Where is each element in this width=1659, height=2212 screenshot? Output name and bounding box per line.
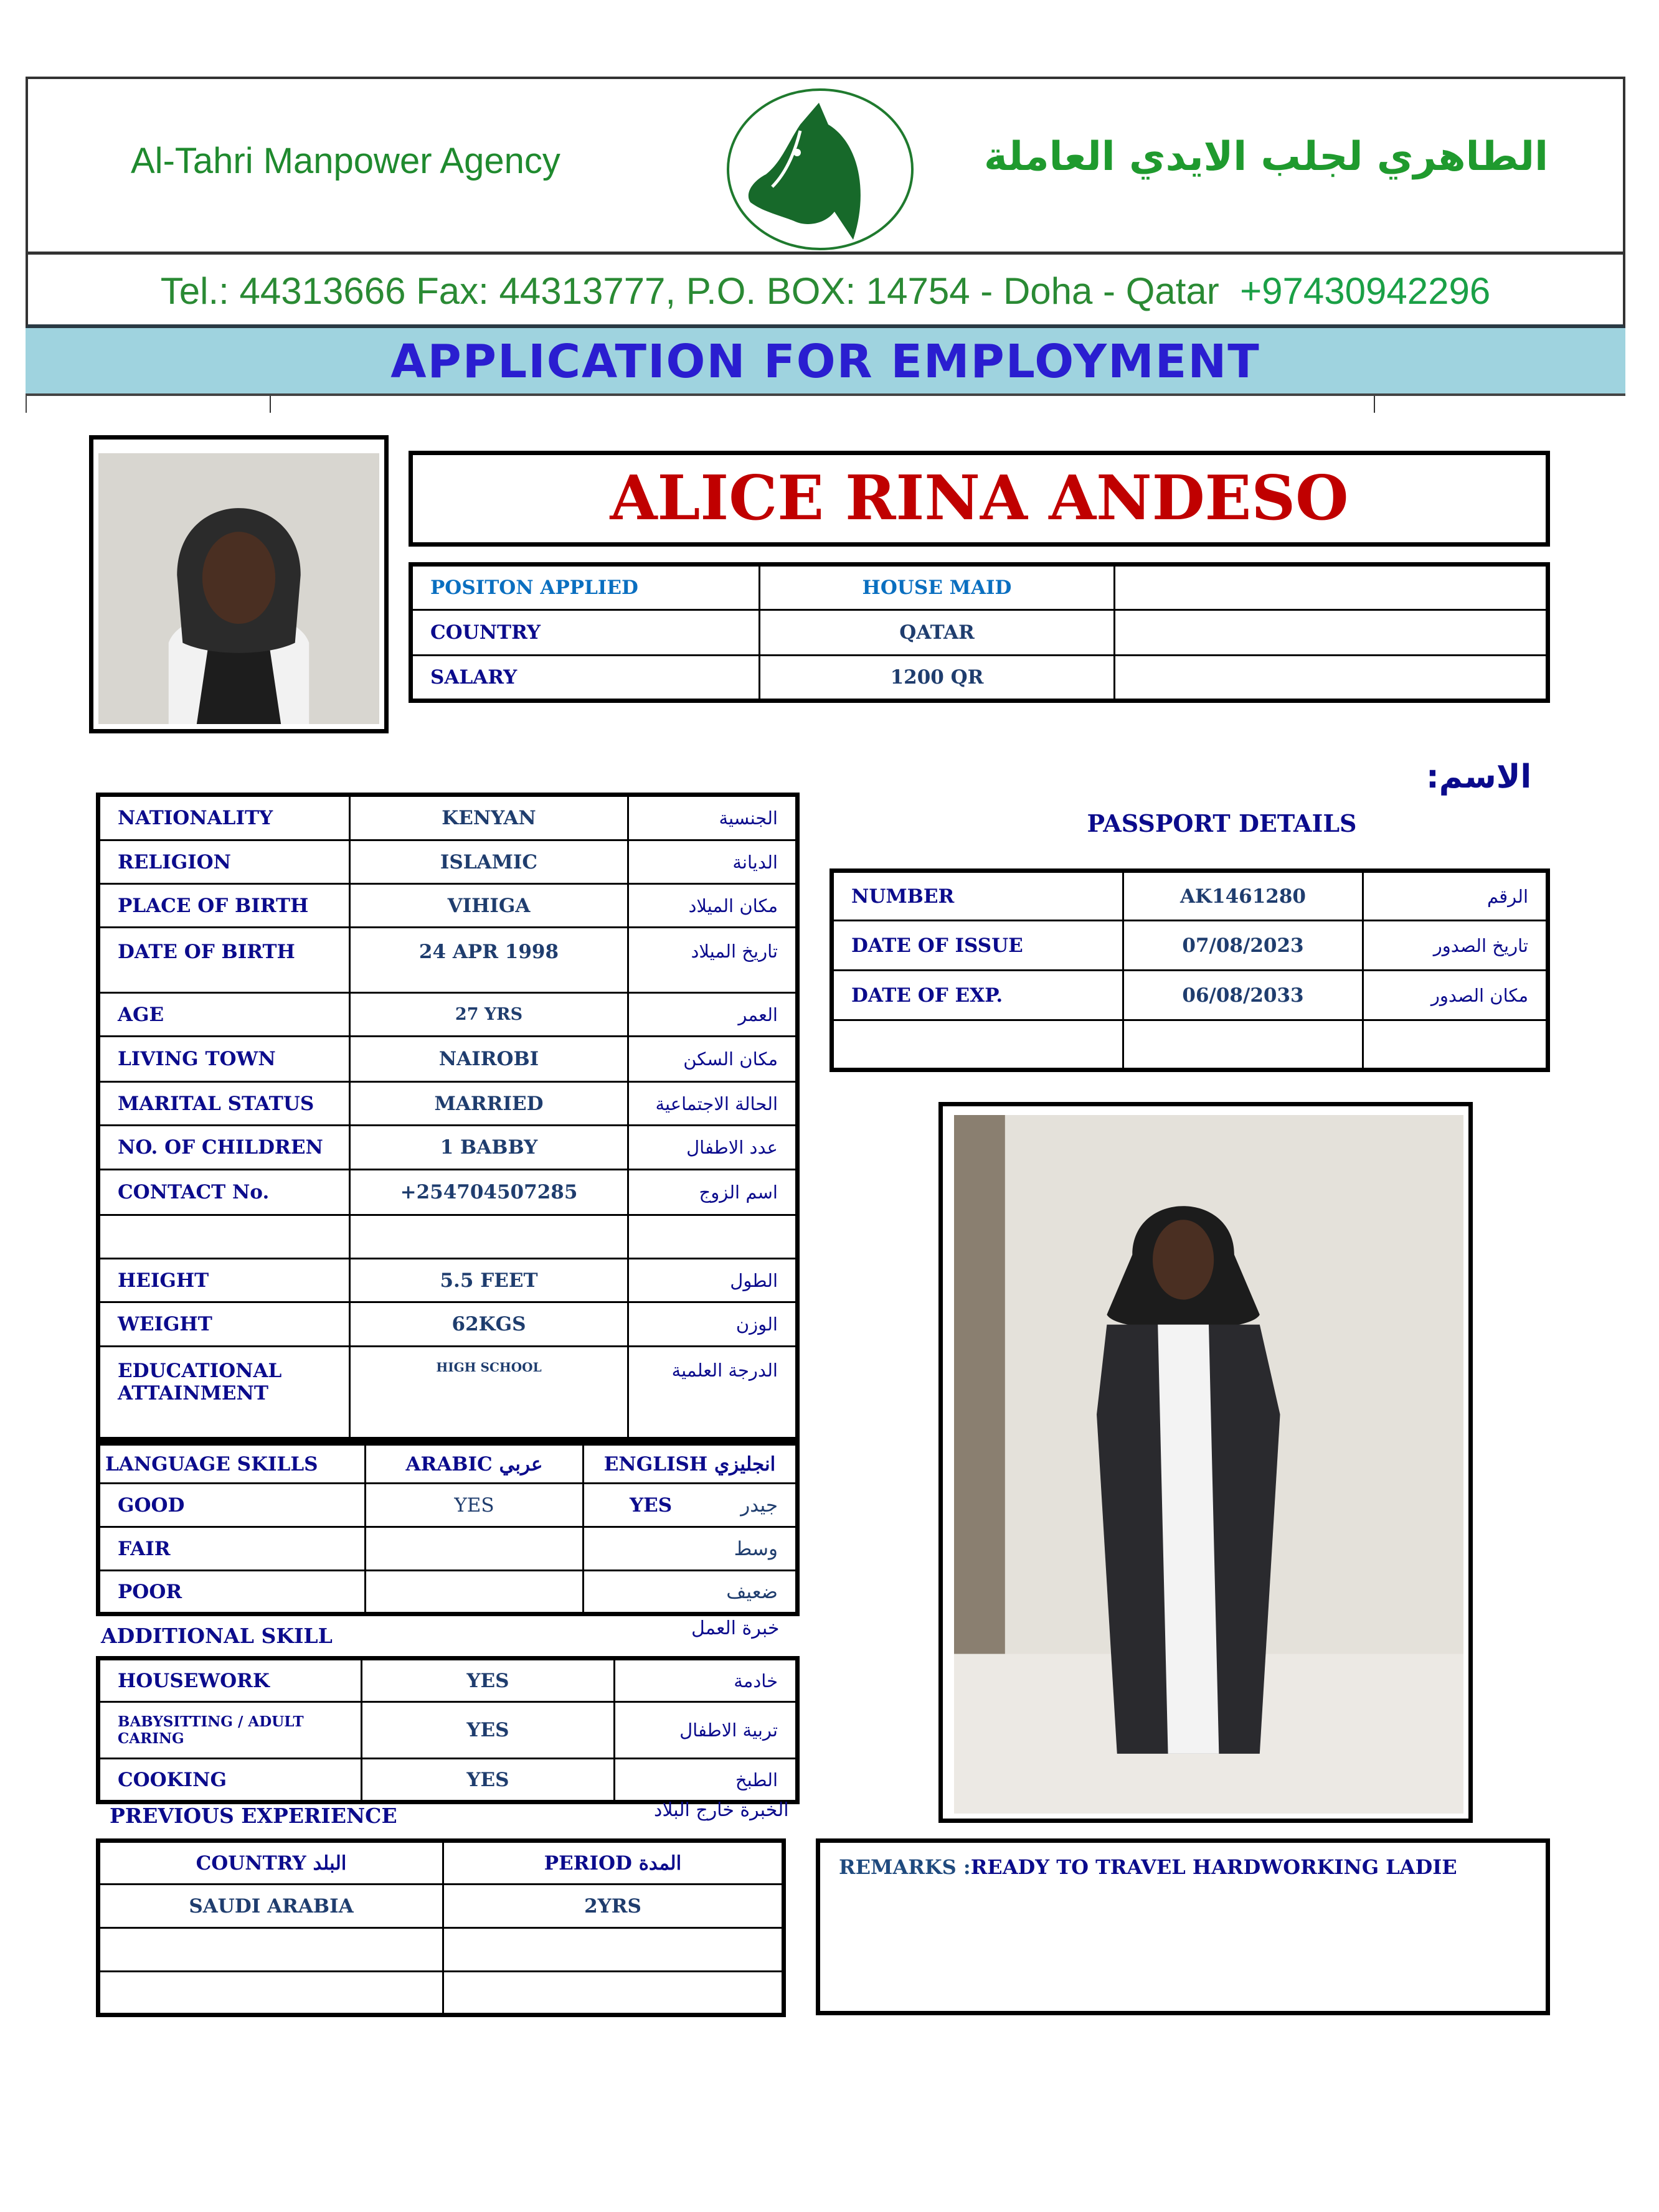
table-row — [832, 871, 1548, 921]
table-row — [832, 921, 1548, 971]
table-row — [98, 795, 798, 840]
field-label: DATE OF BIRTH — [98, 928, 350, 993]
english-value: YES — [630, 1494, 673, 1517]
table-row — [411, 565, 1548, 610]
mobile-number: +97430942296 — [1240, 270, 1491, 312]
previous-experience-title: PREVIOUS EXPERIENCE — [110, 1804, 397, 1828]
english-proficiency — [584, 1484, 798, 1527]
experience-period: 2YRS — [443, 1885, 784, 1928]
passport-label: NUMBER — [832, 871, 1123, 921]
passport-label: DATE OF ISSUE — [832, 921, 1123, 971]
table-row — [98, 1885, 784, 1928]
field-label-ar: الجنسية — [628, 795, 798, 840]
english-proficiency — [584, 1571, 798, 1614]
table-row — [411, 610, 1548, 656]
name-label-ar: الاسم: — [1426, 758, 1532, 796]
remarks-text: READY TO TRAVEL HARDWORKING LADIE — [970, 1855, 1457, 1879]
table-row — [98, 1972, 784, 2015]
arabic-proficiency — [366, 1527, 584, 1571]
additional-skill-title: ADDITIONAL SKILL — [101, 1624, 333, 1648]
position-value: HOUSE MAID — [760, 565, 1115, 610]
field-value: VIHIGA — [350, 884, 628, 928]
passport-label: DATE OF EXP. — [832, 971, 1123, 1020]
field-label: NATIONALITY — [98, 795, 350, 840]
skill-label-ar: الطبخ — [615, 1759, 798, 1802]
table-row — [98, 1259, 798, 1302]
passport-value — [1123, 1020, 1363, 1070]
language-arabic-header: ARABIC عربي — [366, 1444, 584, 1484]
table-row — [98, 1702, 798, 1759]
field-value: ISLAMIC — [350, 840, 628, 884]
field-label: EDUCATIONAL ATTAINMENT — [98, 1347, 350, 1439]
skill-value: YES — [362, 1659, 615, 1702]
proficiency-label: POOR — [98, 1571, 366, 1614]
field-value: 5.5 FEET — [350, 1259, 628, 1302]
field-label-ar: الديانة — [628, 840, 798, 884]
passport-value: AK1461280 — [1123, 871, 1363, 921]
field-label: WEIGHT — [98, 1302, 350, 1347]
skill-value: YES — [362, 1702, 615, 1759]
passport-label — [832, 1020, 1123, 1070]
position-extra — [1115, 656, 1548, 701]
table-row — [98, 884, 798, 928]
position-label: POSITON APPLIED — [411, 565, 760, 610]
field-value: +254704507285 — [350, 1170, 628, 1215]
arabic-proficiency — [366, 1571, 584, 1614]
horse-head-logo-icon — [726, 87, 915, 252]
field-value: NAIROBI — [350, 1037, 628, 1082]
table-row — [98, 840, 798, 884]
passport-value: 07/08/2023 — [1123, 921, 1363, 971]
table-row — [411, 656, 1548, 701]
proficiency-label: GOOD — [98, 1484, 366, 1527]
language-skills-table — [96, 1441, 800, 1616]
skill-label-ar: تربية الاطفال — [615, 1702, 798, 1759]
proficiency-label-ar: وسط — [734, 1537, 778, 1560]
form-title: APPLICATION FOR EMPLOYMENT — [26, 328, 1625, 396]
field-value: KENYAN — [350, 795, 628, 840]
skill-value: YES — [362, 1759, 615, 1802]
field-label-ar: الطول — [628, 1259, 798, 1302]
proficiency-label-ar: ضعيف — [726, 1580, 778, 1603]
passport-title: PASSPORT DETAILS — [1087, 809, 1357, 837]
field-value: 24 APR 1998 — [350, 928, 628, 993]
table-row — [98, 1841, 784, 1885]
table-row — [98, 1170, 798, 1215]
contact-line — [26, 255, 1625, 328]
personal-details-table — [96, 793, 800, 1441]
language-header: LANGUAGE SKILLS — [98, 1444, 366, 1484]
field-value: MARRIED — [350, 1082, 628, 1126]
field-label-ar: اسم الزوج — [628, 1170, 798, 1215]
experience-table — [96, 1838, 786, 2017]
passport-label-ar: مكان الصدور — [1363, 971, 1548, 1020]
field-value: HIGH SCHOOL — [350, 1347, 628, 1439]
cropped-row — [26, 396, 1625, 413]
contact-details: Tel.: 44313666 Fax: 44313777, P.O. BOX: 14754 - Doha - Qatar — [160, 270, 1219, 312]
field-label-ar: العمر — [628, 993, 798, 1037]
position-label: SALARY — [411, 656, 760, 701]
field-label: MARITAL STATUS — [98, 1082, 350, 1126]
field-value: 27 YRS — [350, 993, 628, 1037]
table-row — [98, 1215, 798, 1259]
passport-label-ar — [1363, 1020, 1548, 1070]
field-label: PLACE OF BIRTH — [98, 884, 350, 928]
skill-label: BABYSITTING / ADULT CARING — [98, 1702, 362, 1759]
table-row — [98, 1302, 798, 1347]
table-row — [98, 1759, 798, 1802]
remarks-label: REMARKS : — [839, 1855, 971, 1879]
field-value: 1 BABBY — [350, 1126, 628, 1170]
table-row — [98, 1659, 798, 1702]
field-label-ar: الوزن — [628, 1302, 798, 1347]
field-value — [350, 1215, 628, 1259]
field-label-ar: تاريخ الميلاد — [628, 928, 798, 993]
experience-country: SAUDI ARABIA — [98, 1885, 443, 1928]
additional-skill-title-ar: خبرة العمل — [691, 1617, 780, 1639]
portrait-photo — [89, 435, 389, 733]
experience-period-header: PERIOD المدة — [443, 1841, 784, 1885]
field-label: AGE — [98, 993, 350, 1037]
table-row — [98, 1527, 798, 1571]
table-row — [98, 1347, 798, 1439]
experience-period — [443, 1972, 784, 2015]
table-row — [98, 1444, 798, 1484]
previous-experience-title-ar: الخبرة خارج البلاد — [654, 1799, 789, 1821]
position-label: COUNTRY — [411, 610, 760, 656]
position-value: 1200 QR — [760, 656, 1115, 701]
table-row — [98, 1484, 798, 1527]
english-proficiency — [584, 1527, 798, 1571]
field-label-ar: الدرجة العلمية — [628, 1347, 798, 1439]
table-row — [98, 993, 798, 1037]
table-row — [98, 1126, 798, 1170]
skill-label: HOUSEWORK — [98, 1659, 362, 1702]
table-row — [98, 1928, 784, 1972]
position-extra — [1115, 565, 1548, 610]
table-row — [98, 928, 798, 993]
proficiency-label: FAIR — [98, 1527, 366, 1571]
full-body-photo — [938, 1102, 1473, 1823]
position-value: QATAR — [760, 610, 1115, 656]
table-row — [98, 1571, 798, 1614]
field-label: LIVING TOWN — [98, 1037, 350, 1082]
additional-skills-table — [96, 1656, 800, 1804]
table-row — [832, 1020, 1548, 1070]
agency-name-ar: الطاهري لجلب الايدي العاملة — [984, 134, 1548, 180]
table-row — [98, 1037, 798, 1082]
field-label-ar: الحالة الاجتماعية — [628, 1082, 798, 1126]
field-label-ar — [628, 1215, 798, 1259]
passport-table — [830, 868, 1550, 1072]
position-extra — [1115, 610, 1548, 656]
proficiency-label-ar: جيدر — [740, 1494, 778, 1517]
agency-name-en: Al-Tahri Manpower Agency — [131, 141, 560, 181]
language-english-header: ENGLISH انجليزي — [584, 1444, 798, 1484]
experience-country — [98, 1972, 443, 2015]
candidate-name: ALICE RINA ANDESO — [409, 451, 1550, 547]
passport-label-ar: تاريخ الصدور — [1363, 921, 1548, 971]
field-label-ar: عدد الاطفال — [628, 1126, 798, 1170]
experience-period — [443, 1928, 784, 1972]
field-value: 62KGS — [350, 1302, 628, 1347]
passport-value: 06/08/2033 — [1123, 971, 1363, 1020]
experience-country-header: COUNTRY البلد — [98, 1841, 443, 1885]
field-label-ar: مكان السكن — [628, 1037, 798, 1082]
table-row — [832, 971, 1548, 1020]
table-row — [98, 1082, 798, 1126]
remarks-box — [816, 1838, 1550, 2015]
field-label: CONTACT No. — [98, 1170, 350, 1215]
field-label — [98, 1215, 350, 1259]
skill-label: COOKING — [98, 1759, 362, 1802]
field-label: HEIGHT — [98, 1259, 350, 1302]
skill-label-ar: خادمة — [615, 1659, 798, 1702]
position-table — [409, 562, 1550, 703]
field-label-ar: مكان الميلاد — [628, 884, 798, 928]
experience-country — [98, 1928, 443, 1972]
field-label: RELIGION — [98, 840, 350, 884]
passport-label-ar: الرقم — [1363, 871, 1548, 921]
field-label: NO. OF CHILDREN — [98, 1126, 350, 1170]
arabic-proficiency: YES — [366, 1484, 584, 1527]
